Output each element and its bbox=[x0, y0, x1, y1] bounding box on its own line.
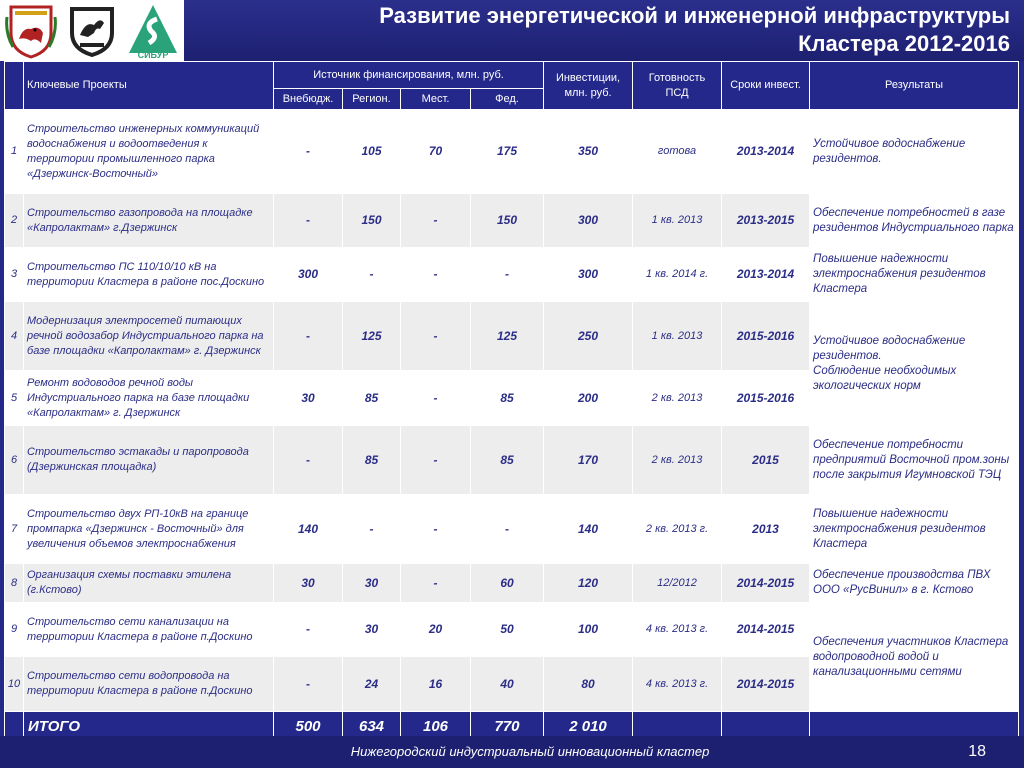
investment-total: 140 bbox=[544, 495, 633, 564]
header-vnebudzh: Внебюдж. bbox=[274, 89, 343, 110]
row-number: 5 bbox=[5, 371, 24, 426]
investment-total: 250 bbox=[544, 302, 633, 371]
result-text: Обеспечение производства ПВХ ООО «РусВинил» в г. Кстово bbox=[810, 564, 1019, 603]
funding-vnebudzh: - bbox=[274, 426, 343, 495]
funding-fed: 85 bbox=[471, 426, 544, 495]
funding-region: 30 bbox=[343, 603, 401, 657]
row-number: 8 bbox=[5, 564, 24, 603]
invest-period: 2013-2014 bbox=[722, 248, 810, 302]
funding-mest: - bbox=[401, 302, 471, 371]
funding-region: 85 bbox=[343, 426, 401, 495]
project-name: Строительство ПС 110/10/10 кВ на территории Кластера в районе пос.Доскино bbox=[24, 248, 274, 302]
header-results: Результаты bbox=[810, 62, 1019, 110]
psd-readiness: 2 кв. 2013 bbox=[633, 426, 722, 495]
funding-mest: - bbox=[401, 564, 471, 603]
invest-period: 2013 bbox=[722, 495, 810, 564]
project-name: Модернизация электросетей питающих речной водозабор Индустриального парка на базе площадки «Капролактам» г. Дзержинск bbox=[24, 302, 274, 371]
funding-vnebudzh: - bbox=[274, 657, 343, 712]
row-number: 10 bbox=[5, 657, 24, 712]
funding-region: 30 bbox=[343, 564, 401, 603]
projects-table bbox=[4, 61, 1019, 741]
invest-period: 2015 bbox=[722, 426, 810, 495]
total-fed: 770 bbox=[471, 712, 544, 741]
funding-mest: 70 bbox=[401, 110, 471, 194]
header-region: Регион. bbox=[343, 89, 401, 110]
table-row bbox=[5, 495, 1019, 564]
gaz-deer-logo bbox=[66, 3, 118, 59]
funding-vnebudzh: 140 bbox=[274, 495, 343, 564]
result-text: Повышение надежности электроснабжения резидентов Кластера bbox=[810, 495, 1019, 564]
project-name: Организация схемы поставки этилена (г.Кстово) bbox=[24, 564, 274, 603]
project-name: Строительство двух РП-10кВ на границе промпарка «Дзержинск - Восточный» для увеличения объемов электроснабжения bbox=[24, 495, 274, 564]
psd-readiness: 2 кв. 2013 bbox=[633, 371, 722, 426]
table-row bbox=[5, 603, 1019, 657]
psd-readiness: 1 кв. 2014 г. bbox=[633, 248, 722, 302]
funding-fed: 85 bbox=[471, 371, 544, 426]
row-number: 4 bbox=[5, 302, 24, 371]
psd-readiness: 1 кв. 2013 bbox=[633, 302, 722, 371]
table-row bbox=[5, 426, 1019, 495]
funding-vnebudzh: 300 bbox=[274, 248, 343, 302]
funding-fed: 50 bbox=[471, 603, 544, 657]
page-number: 18 bbox=[968, 743, 986, 760]
result-text: Повышение надежности электроснабжения резидентов Кластера bbox=[810, 248, 1019, 302]
funding-region: - bbox=[343, 495, 401, 564]
row-number: 1 bbox=[5, 110, 24, 194]
result-text: Устойчивое водоснабжение резидентов. bbox=[810, 110, 1019, 194]
investment-total: 300 bbox=[544, 248, 633, 302]
psd-readiness: 4 кв. 2013 г. bbox=[633, 657, 722, 712]
funding-region: - bbox=[343, 248, 401, 302]
funding-fed: - bbox=[471, 495, 544, 564]
funding-fed: - bbox=[471, 248, 544, 302]
funding-fed: 175 bbox=[471, 110, 544, 194]
funding-mest: - bbox=[401, 426, 471, 495]
total-vnebudzh: 500 bbox=[274, 712, 343, 741]
header-fed: Фед. bbox=[471, 89, 544, 110]
psd-readiness: 4 кв. 2013 г. bbox=[633, 603, 722, 657]
invest-period: 2014-2015 bbox=[722, 603, 810, 657]
psd-readiness: 2 кв. 2013 г. bbox=[633, 495, 722, 564]
funding-region: 105 bbox=[343, 110, 401, 194]
funding-vnebudzh: 30 bbox=[274, 371, 343, 426]
investment-total: 80 bbox=[544, 657, 633, 712]
table-row bbox=[5, 564, 1019, 603]
investment-total: 300 bbox=[544, 194, 633, 248]
psd-readiness: 12/2012 bbox=[633, 564, 722, 603]
slide-footer bbox=[0, 736, 1024, 768]
funding-vnebudzh: - bbox=[274, 194, 343, 248]
funding-region: 24 bbox=[343, 657, 401, 712]
funding-mest: 16 bbox=[401, 657, 471, 712]
project-name: Строительство сети водопровода на территории Кластера в районе п.Доскино bbox=[24, 657, 274, 712]
total-label: ИТОГО bbox=[24, 712, 274, 741]
table-row bbox=[5, 302, 1019, 371]
funding-vnebudzh: - bbox=[274, 302, 343, 371]
header-index bbox=[5, 62, 24, 110]
funding-fed: 40 bbox=[471, 657, 544, 712]
title-line-1: Развитие энергетической и инженерной инфраструктуры bbox=[379, 3, 1010, 28]
title-line-2: Кластера 2012-2016 bbox=[798, 31, 1010, 56]
slide-header bbox=[0, 0, 1024, 62]
project-name: Ремонт водоводов речной воды Индустриального парка на базе площадки «Капролактам» г. Дзержинск bbox=[24, 371, 274, 426]
result-text: Обеспечение потребности предприятий Восточной пром.зоны после закрытия Игумновской ТЭЦ bbox=[810, 426, 1019, 495]
row-number: 3 bbox=[5, 248, 24, 302]
project-name: Строительство газопровода на площадке «Капролактам» г.Дзержинск bbox=[24, 194, 274, 248]
invest-period: 2015-2016 bbox=[722, 371, 810, 426]
table-row bbox=[5, 110, 1019, 194]
funding-vnebudzh: 30 bbox=[274, 564, 343, 603]
psd-readiness: готова bbox=[633, 110, 722, 194]
result-text: Устойчивое водоснабжение резидентов. Соблюдение необходимых экологических норм bbox=[810, 302, 1019, 426]
total-region: 634 bbox=[343, 712, 401, 741]
investment-total: 200 bbox=[544, 371, 633, 426]
table-row bbox=[5, 194, 1019, 248]
invest-period: 2014-2015 bbox=[722, 564, 810, 603]
row-number: 2 bbox=[5, 194, 24, 248]
investment-total: 120 bbox=[544, 564, 633, 603]
total-mest: 106 bbox=[401, 712, 471, 741]
header-psd: Готовность ПСД bbox=[633, 62, 722, 110]
table-row bbox=[5, 248, 1019, 302]
total-investment: 2 010 bbox=[544, 712, 633, 741]
svg-text:СИБУР: СИБУР bbox=[137, 50, 169, 59]
investment-total: 350 bbox=[544, 110, 633, 194]
investment-total: 170 bbox=[544, 426, 633, 495]
project-name: Строительство эстакады и паропровода (Дзержинская площадка) bbox=[24, 426, 274, 495]
project-name: Строительство сети канализации на территории Кластера в районе п.Доскино bbox=[24, 603, 274, 657]
funding-mest: - bbox=[401, 248, 471, 302]
funding-mest: - bbox=[401, 495, 471, 564]
funding-vnebudzh: - bbox=[274, 603, 343, 657]
result-text: Обеспечения участников Кластера водопроводной водой и канализационными сетями bbox=[810, 603, 1019, 712]
investment-total: 100 bbox=[544, 603, 633, 657]
funding-fed: 60 bbox=[471, 564, 544, 603]
result-text: Обеспечение потребностей в газе резидентов Индустриального парка bbox=[810, 194, 1019, 248]
funding-region: 85 bbox=[343, 371, 401, 426]
invest-period: 2014-2015 bbox=[722, 657, 810, 712]
logo-strip bbox=[0, 0, 184, 62]
header-investments: Инвестиции, млн. руб. bbox=[544, 62, 633, 110]
table-background bbox=[0, 61, 1024, 736]
invest-period: 2013-2014 bbox=[722, 110, 810, 194]
header-projects: Ключевые Проекты bbox=[24, 62, 274, 110]
row-number: 7 bbox=[5, 495, 24, 564]
row-number: 9 bbox=[5, 603, 24, 657]
funding-mest: - bbox=[401, 194, 471, 248]
page-title bbox=[379, 2, 1010, 58]
funding-region: 125 bbox=[343, 302, 401, 371]
invest-period: 2015-2016 bbox=[722, 302, 810, 371]
header-period: Сроки инвест. bbox=[722, 62, 810, 110]
funding-fed: 150 bbox=[471, 194, 544, 248]
funding-region: 150 bbox=[343, 194, 401, 248]
psd-readiness: 1 кв. 2013 bbox=[633, 194, 722, 248]
sibur-logo bbox=[127, 3, 179, 59]
footer-text: Нижегородский индустриальный инновационный кластер bbox=[350, 744, 710, 759]
funding-vnebudzh: - bbox=[274, 110, 343, 194]
header-funding: Источник финансирования, млн. руб. bbox=[274, 62, 544, 89]
invest-period: 2013-2015 bbox=[722, 194, 810, 248]
header-mest: Мест. bbox=[401, 89, 471, 110]
row-number: 6 bbox=[5, 426, 24, 495]
project-name: Строительство инженерных коммуникаций водоснабжения и водоотведения к территории промышленного парка «Дзержинск-Восточный» bbox=[24, 110, 274, 194]
funding-mest: 20 bbox=[401, 603, 471, 657]
coat-of-arms-logo bbox=[5, 3, 57, 59]
funding-mest: - bbox=[401, 371, 471, 426]
funding-fed: 125 bbox=[471, 302, 544, 371]
